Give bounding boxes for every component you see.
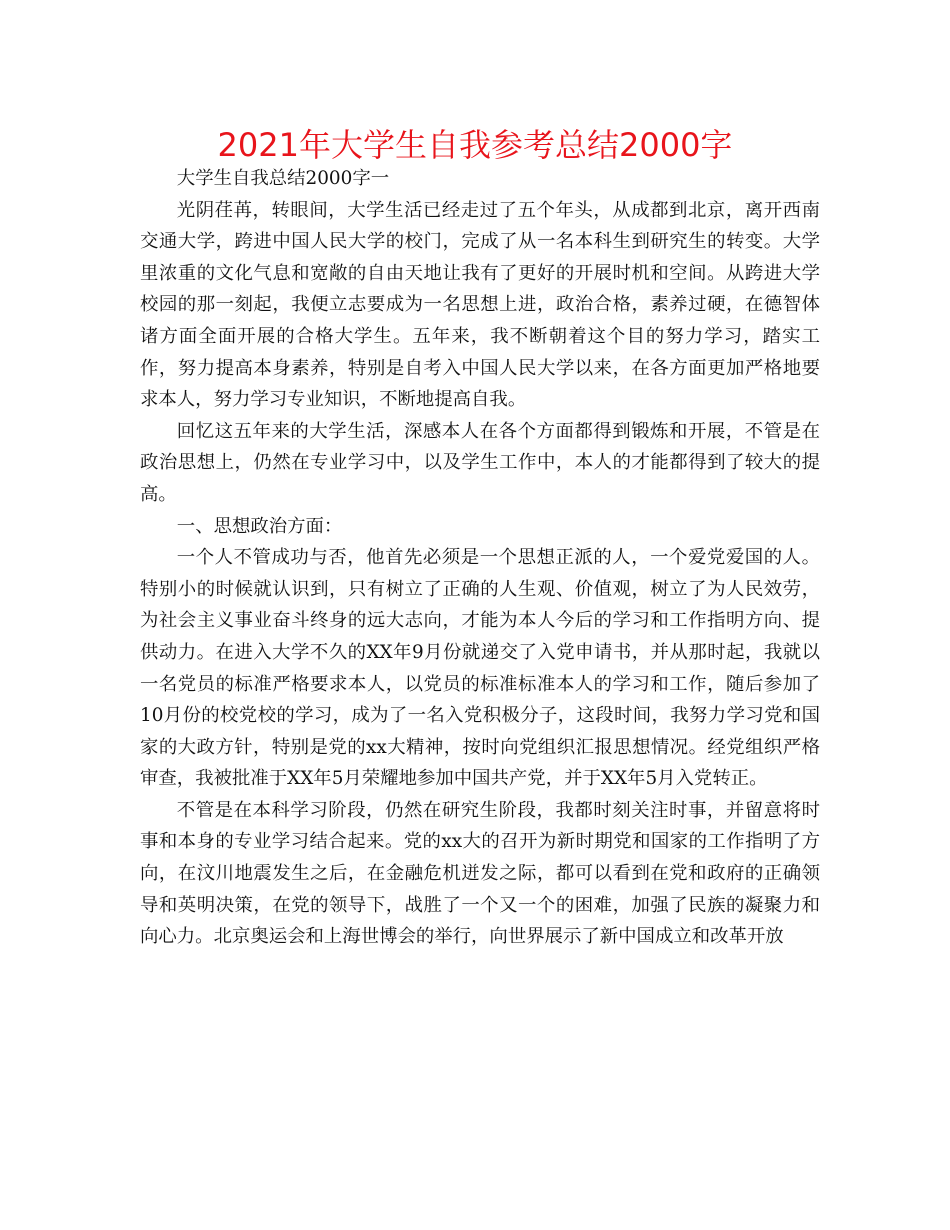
section-heading: 一、思想政治方面： (176, 515, 343, 537)
subheading-paragraph: 大学生自我总结2000字一 (176, 168, 390, 189)
body-paragraph: 回忆这五年来的大学生活，深感本人在各个方面都得到锻炼和开展，不管是在政治思想上，仍然在专业学习中，以及学生工作中，本人的才能都得到了较大的提高。 (140, 420, 820, 505)
document-title: 2021年大学生自我参考总结2000字 (217, 126, 733, 164)
body-paragraph: 不管是在本科学习阶段，仍然在研究生阶段，我都时刻关注时事，并留意将时事和本身的专业学习结合起来。党的xx大的召开为新时期党和国家的工作指明了方向，在汶川地震发生之后，在金融危机迸发之际，都可以看到在党和政府的正确领导和英明决策，在党的领导下，战胜了一个又一个的困难，加强了民族的凝聚力和向心力。北京奥运会和上海世博会的举行，向世界展示了新中国成立和改革开放 (140, 799, 820, 948)
document-body (140, 163, 820, 953)
body-paragraph: 一个人不管成功与否，他首先必须是一个思想正派的人，一个爱党爱国的人。特别小的时候就认识到，只有树立了正确的人生观、价值观，树立了为人民效劳，为社会主义事业奋斗终身的远大志向，才能为本人今后的学习和工作指明方向、提供动力。在进入大学不久的XX年9月份就递交了入党申请书，并从那时起，我就以一名党员的标准严格要求本人，以党员的标准标准本人的学习和工作，随后参加了10月份的校党校的学习，成为了一名入党积极分子，这段时间，我努力学习党和国家的大政方针，特别是党的xx大精神，按时向党组织汇报思想情况。经党组织严格审查，我被批准于XX年5月荣耀地参加中国共产党，并于XX年5月入党转正。 (140, 547, 820, 790)
body-paragraph: 光阴荏苒，转眼间，大学生活已经走过了五个年头，从成都到北京，离开西南交通大学，跨进中国人民大学的校门，完成了从一名本科生到研究生的转变。大学里浓重的文化气息和宽敞的自由天地让我有了更好的开展时机和空间。从跨进大学校园的那一刻起，我便立志要成为一名思想上进，政治合格，素养过硬，在德智体诸方面全面开展的合格大学生。五年来，我不断朝着这个目的努力学习，踏实工作，努力提高本身素养，特别是自考入中国人民大学以来，在各方面更加严格地要求本人，努力学习专业知识，不断地提高自我。 (140, 199, 820, 411)
